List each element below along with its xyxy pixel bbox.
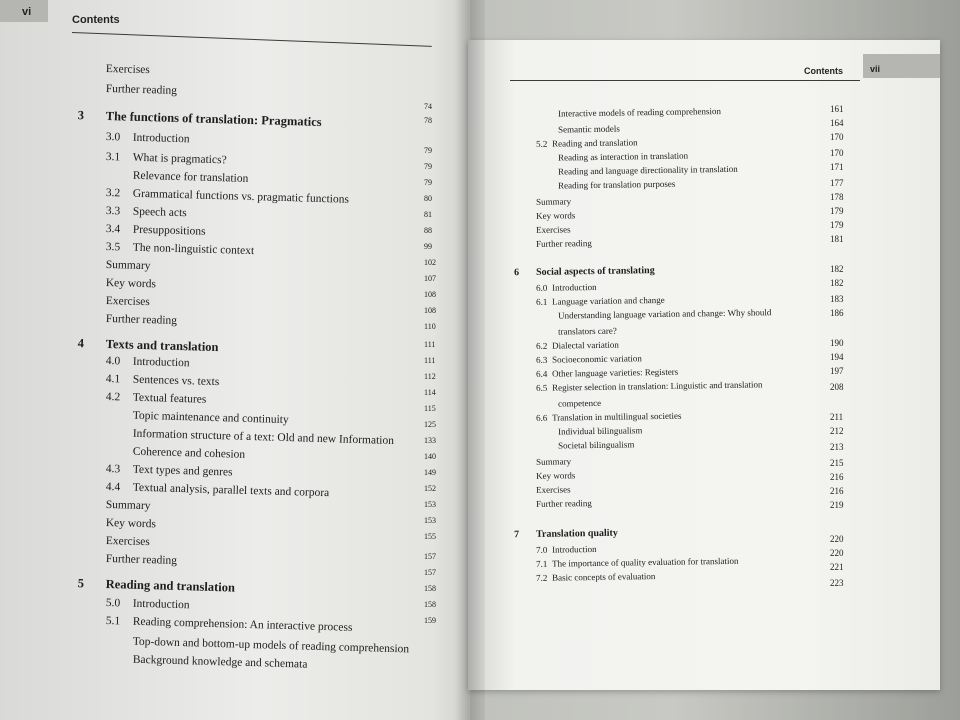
toc-page-number: 223 (830, 578, 844, 588)
toc-number: 4.3 (105, 462, 121, 476)
toc-title: Introduction (132, 597, 190, 612)
toc-page-number: 102 (424, 258, 436, 267)
toc-page-number: 159 (424, 616, 436, 625)
toc-number: 3.4 (105, 222, 121, 236)
toc-title: Semantic models (557, 123, 620, 135)
toc-title: Exercises (535, 224, 571, 235)
toc-page-number: 186 (830, 308, 844, 318)
toc-chapter-title: Reading and translation (105, 576, 236, 595)
toc-page-number: 213 (830, 442, 844, 452)
right-running-head: Contents (804, 66, 843, 76)
toc-title: Introduction (551, 543, 597, 555)
toc-page-number: 171 (830, 162, 844, 172)
toc-title: Reading and translation (551, 137, 638, 149)
toc-title: Exercises (105, 62, 151, 77)
toc-title: Further reading (535, 498, 592, 509)
toc-page-number: 216 (830, 472, 844, 482)
toc-chapter-title: Texts and translation (105, 336, 219, 355)
toc-page-number: 216 (830, 486, 844, 496)
toc-title: Further reading (105, 82, 178, 97)
toc-title: Top-down and bottom-up models of reading comprehension (132, 635, 410, 656)
toc-number: 4.2 (105, 390, 121, 404)
toc-page-number: 149 (424, 468, 436, 477)
toc-page-number: 219 (830, 500, 844, 510)
toc-page-number: 112 (424, 372, 436, 381)
toc-title: The non-linguistic context (132, 241, 255, 258)
toc-number: 5 (77, 576, 85, 591)
toc-page-number: 170 (830, 132, 844, 142)
toc-number: 4.1 (105, 372, 121, 386)
book-gutter (455, 0, 485, 720)
toc-page-number: 107 (424, 274, 436, 283)
toc-page-number: 211 (830, 412, 844, 422)
toc-number: 3 (77, 108, 85, 123)
toc-page-number: 74 (424, 102, 432, 111)
toc-number: 6.1 (535, 296, 548, 307)
toc-page-number: 110 (424, 322, 436, 331)
toc-title: Individual bilingualism (557, 425, 643, 437)
toc-number: 7.1 (535, 558, 548, 569)
toc-page-number: 177 (830, 178, 844, 188)
toc-page-number: 158 (424, 584, 436, 593)
toc-chapter-title: Translation quality (535, 527, 618, 540)
toc-page-number: 178 (830, 192, 844, 202)
toc-page-number: 140 (424, 452, 436, 461)
toc-number: 6.5 (535, 382, 548, 393)
toc-title: Further reading (535, 238, 592, 249)
toc-title: Societal bilingualism (557, 439, 635, 451)
toc-title: Coherence and cohesion (132, 445, 246, 461)
toc-title: Translation in multilingual societies (551, 410, 682, 423)
toc-number: 7 (513, 529, 520, 541)
toc-page-number: 79 (424, 146, 432, 155)
toc-number: 3.3 (105, 204, 121, 218)
toc-page-number: 125 (424, 420, 436, 429)
toc-title: Dialectal variation (551, 339, 619, 351)
toc-title: Reading for translation purposes (557, 178, 676, 191)
toc-page-number: 153 (424, 516, 436, 525)
toc-page-number: 190 (830, 338, 844, 348)
toc-number: 7.0 (535, 544, 548, 555)
left-folio: vi (22, 6, 32, 18)
toc-title: Reading comprehension: An interactive process (132, 615, 353, 634)
left-running-head: Contents (72, 14, 120, 26)
toc-title: Other language varieties: Registers (551, 366, 679, 379)
toc-page-number: 197 (830, 366, 844, 376)
toc-page-number: 194 (830, 352, 844, 362)
toc-title: Text types and genres (132, 463, 233, 479)
toc-page-number: 182 (830, 278, 844, 288)
toc-page-number: 157 (424, 568, 436, 577)
toc-title: Interactive models of reading comprehension (557, 106, 722, 119)
toc-title: Summary (105, 498, 151, 513)
toc-title: The importance of quality evaluation for translation (551, 555, 739, 569)
toc-title: Sentences vs. texts (132, 373, 220, 389)
toc-title: Introduction (551, 281, 597, 293)
toc-title: Grammatical functions vs. pragmatic functions (132, 187, 350, 206)
toc-page-number: 220 (830, 548, 844, 558)
toc-title: Further reading (105, 552, 178, 567)
toc-page-number: 212 (830, 426, 844, 436)
toc-title: Topic maintenance and continuity (132, 409, 289, 427)
toc-page-number: 78 (424, 116, 432, 125)
toc-title: Register selection in translation: Linguistic and translation (551, 379, 763, 393)
toc-title: Key words (535, 210, 576, 221)
toc-number: 6.0 (535, 282, 548, 293)
toc-title: Background knowledge and schemata (132, 653, 308, 671)
toc-page-number: 79 (424, 178, 432, 187)
toc-title: Speech acts (132, 205, 187, 220)
toc-page-number: 111 (424, 340, 436, 349)
toc-title: translators care? (557, 325, 617, 337)
toc-page-number: 183 (830, 294, 844, 304)
toc-title: competence (557, 397, 602, 409)
toc-number: 6.6 (535, 412, 548, 423)
toc-page-number: 181 (830, 234, 844, 244)
toc-title: Textual analysis, parallel texts and corpora (132, 481, 330, 500)
right-page (468, 40, 940, 690)
toc-title: Language variation and change (551, 294, 665, 307)
right-folio: vii (870, 64, 881, 74)
toc-page-number: 155 (424, 532, 436, 541)
toc-title: Reading as interaction in translation (557, 150, 689, 163)
toc-chapter-title: Social aspects of translating (535, 265, 655, 278)
toc-number: 5.0 (105, 596, 121, 610)
right-header-rule (510, 80, 860, 81)
toc-number: 4.0 (105, 354, 121, 368)
toc-page-number: 179 (830, 220, 844, 230)
toc-page-number: 215 (830, 458, 844, 468)
toc-page-number: 80 (424, 194, 432, 203)
toc-chapter-title: The functions of translation: Pragmatics (105, 108, 322, 129)
toc-title: Exercises (105, 534, 151, 549)
toc-title: Exercises (535, 484, 571, 495)
toc-title: Understanding language variation and change: Why should (557, 307, 772, 321)
toc-page-number: 161 (830, 104, 844, 114)
toc-page-number: 179 (830, 206, 844, 216)
toc-number: 5.2 (535, 138, 548, 149)
toc-number: 6.3 (535, 354, 548, 365)
toc-title: What is pragmatics? (132, 151, 227, 167)
left-header-rule (72, 32, 432, 47)
toc-number: 3.2 (105, 186, 121, 200)
toc-number: 6 (513, 267, 520, 279)
toc-page-number: 79 (424, 162, 432, 171)
toc-title: Summary (535, 456, 572, 467)
toc-title: Basic concepts of evaluation (551, 571, 656, 583)
toc-number: 3.5 (105, 240, 121, 254)
toc-title: Key words (105, 516, 157, 531)
toc-number: 3.1 (105, 150, 121, 164)
toc-title: Presuppositions (132, 223, 206, 238)
toc-title: Socioeconomic variation (551, 353, 642, 365)
toc-page-number: 153 (424, 500, 436, 509)
toc-page-number: 220 (830, 534, 844, 544)
toc-page-number: 208 (830, 382, 844, 392)
toc-page-number: 114 (424, 388, 436, 397)
toc-title: Key words (105, 276, 157, 291)
toc-title: Textual features (132, 391, 207, 406)
toc-number: 5.1 (105, 614, 121, 628)
toc-page-number: 152 (424, 484, 436, 493)
toc-title: Exercises (105, 294, 151, 309)
toc-page-number: 133 (424, 436, 436, 445)
toc-page-number: 115 (424, 404, 436, 413)
toc-title: Reading and language directionality in translation (557, 163, 738, 177)
toc-number: 6.2 (535, 340, 548, 351)
toc-title: Introduction (132, 355, 190, 370)
toc-page-number: 111 (424, 356, 436, 365)
toc-page-number: 108 (424, 290, 436, 299)
toc-number: 6.4 (535, 368, 548, 379)
left-page (0, 0, 470, 720)
toc-page-number: 99 (424, 242, 432, 251)
toc-page-number: 157 (424, 552, 436, 561)
toc-title: Information structure of a text: Old and new Information (132, 427, 395, 448)
toc-title: Further reading (105, 312, 178, 327)
toc-number: 4.4 (105, 480, 121, 494)
toc-page-number: 170 (830, 148, 844, 158)
toc-page-number: 158 (424, 600, 436, 609)
toc-page-number: 81 (424, 210, 432, 219)
toc-number: 4 (77, 336, 85, 351)
toc-number: 3.0 (105, 130, 121, 144)
toc-title: Introduction (132, 131, 190, 146)
toc-title: Key words (535, 470, 576, 481)
toc-title: Summary (105, 258, 151, 273)
toc-page-number: 164 (830, 118, 844, 128)
toc-title: Relevance for translation (132, 169, 249, 185)
toc-page-number: 108 (424, 306, 436, 315)
toc-page-number: 88 (424, 226, 432, 235)
toc-page-number: 182 (830, 264, 844, 274)
toc-title: Summary (535, 196, 572, 207)
toc-number: 7.2 (535, 572, 548, 583)
toc-page-number: 221 (830, 562, 844, 572)
